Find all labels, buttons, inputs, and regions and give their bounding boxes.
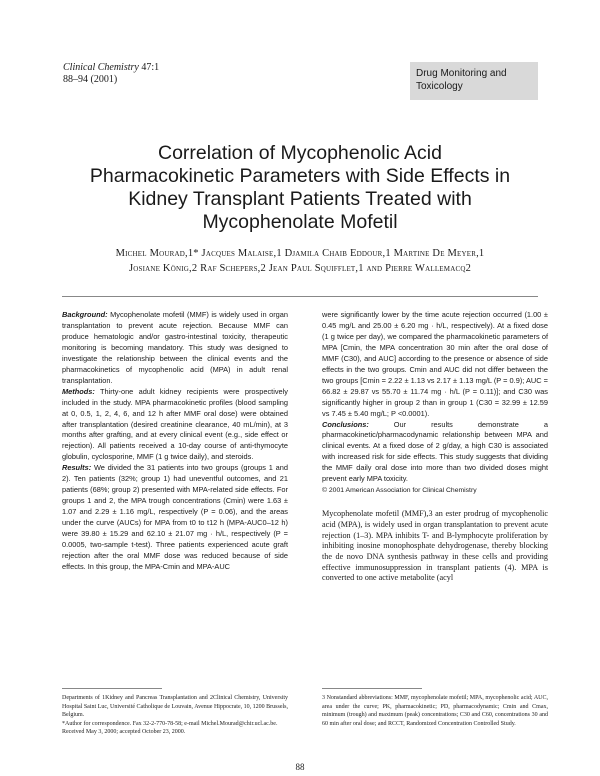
background-heading: Background: bbox=[62, 310, 108, 319]
journal-pages-year: 88–94 (2001) bbox=[63, 74, 118, 85]
footnotes-right bbox=[322, 694, 548, 728]
title-line-1: Correlation of Mycophenolic Acid bbox=[158, 142, 442, 164]
right-column bbox=[322, 310, 548, 584]
authors-line-1: Michel Mourad,1* Jacques Malaise,1 Djamila Chaib Eddour,1 Martine De Meyer,1 bbox=[115, 248, 485, 259]
conclusions-heading: Conclusions: bbox=[322, 419, 369, 429]
footnotes-left bbox=[62, 694, 288, 737]
footnote-divider-right bbox=[322, 688, 422, 689]
methods-text: Thirty-one adult kidney recipients were prospectively included in the study. MPA pharmacokinetic profiles (blood sampling at 0, 0.5, 1, 2, 4, 6, and 12 h after MMF oral dose) were obtained after transplantation (desired creatinine clearance, 40 mL/min), at 3 months after grafting, and at every clinical event (e.g., side effect or rejection). All patients received a 10-day course of anti-thymocyte globulin, cyclosporine, MMF (1 g twice daily), and steroids. bbox=[62, 386, 288, 462]
left-column bbox=[62, 310, 288, 573]
journal-name: Clinical Chemistry bbox=[63, 62, 139, 73]
article-title bbox=[40, 142, 560, 234]
copyright-notice: © 2001 American Association for Clinical Chemistry bbox=[322, 487, 477, 495]
results-text: We divided the 31 patients into two groups (groups 1 and 2). Ten patients (32%; group 1) had uneventful outcomes, and 21 patients (68%; group 2) presented with MPA-related side effects. For groups 1 and 2, the MPA trough concentrations (Cmin) were 1.63 ± 1.07 and 2.29 ± 1.16 mg/L, respectively (P = 0.06), and the areas under the curve (AUCs) for MPA from t0 to t12 h (MPA-AUC0–12 h) were 39.80 ± 15.29 and 62.10 ± 21.07 mg · h/L, respectively (P = 0.0005, two-sample t-test). Three patients experienced acute graft rejection after the oral MMF dose was reduced because of side effects. In this group, the MPA-Cmin and MPA-AUC bbox=[62, 463, 288, 571]
title-line-4: Mycophenolate Mofetil bbox=[202, 211, 398, 233]
section-label-line1: Drug Monitoring and bbox=[416, 68, 507, 79]
authors-line-2: Josiane König,2 Raf Schepers,2 Jean Paul Squifflet,1 and Pierre Wallemacq2 bbox=[128, 263, 472, 274]
background-text: Mycophenolate mofetil (MMF) is widely used in organ transplantation to prevent acute rejection. Because MMF can produce hematologic and/or gastro-intestinal toxicity, therapeutic monitoring is becoming mandatory. This study was designed to investigate the relationship between the clinical events and the pharmacokinetics of mycophenolic acid (MPA) in adult renal transplantation. bbox=[62, 310, 288, 385]
section-label-line2: Toxicology bbox=[416, 81, 463, 92]
results-heading: Results: bbox=[62, 463, 92, 473]
abbreviations-footnote: 3 Nonstandard abbreviations: MMF, mycophenolate mofetil; MPA, mycophenolic acid; AUC, area under the curve; PK, pharmacokinetic; PD, pharmacodynamic; Cmin and Cmax, minimum (trough) and maximum (peak) concentrations; C30 and C60, concentrations 30 and 60 min after oral dose; and RCCT, Randomized Concentration Controlled Study. bbox=[322, 695, 548, 727]
header-divider bbox=[62, 296, 538, 297]
abstract-results-continued: were significantly lower by the time acute rejection occurred (1.00 ± 0.45 mg/L and 25.00 ± 6.20 mg · h/L, respectively). At a fixed dose (1 g twice per day), we compared the pharmacokinetic parameters of MPA [Cmin, the MPA concentration 30 min after the oral dose of MMF (C30), and AUC] according to the presence or absence of side effects in the two groups. Cmin and AUC did not differ between the two groups [Cmin = 2.22 ± 1.13 vs 2.17 ± 1.13 mg/L (P = 0.9); AUC = 66.82 ± 29.87 vs 55.70 ± 11.74 mg · h/L (P = 0.11)]; and C30 was significantly higher in group 2 than in group 1 (C30 = 32.99 ± 12.59 vs 7.45 ± 5.40 mg/L; P <0.0001). bbox=[322, 310, 548, 418]
conclusions-text: Our results demonstrate a pharmacokinetic/pharmacodynamic relationship between MPA and clinical events. At a fixed dose of 2 g/day, a high C30 is associated with increased risk for side effects. This study suggests that dividing the MMF daily oral dose into more than two divided doses might prevent early MPA toxicity. bbox=[322, 419, 548, 484]
footnote-divider-left bbox=[62, 688, 162, 689]
page-number: 88 bbox=[295, 762, 305, 772]
section-label-box bbox=[410, 62, 538, 100]
title-line-3: Kidney Transplant Patients Treated with bbox=[128, 188, 472, 210]
author-list bbox=[40, 246, 560, 276]
affiliations-footnote: Departments of 1Kidney and Pancreas Transplantation and 2Clinical Chemistry, University Hospital Saint Luc, Université Catholique de Louvain, Avenue Hippocrate, 10, 1200 Brussels, Belgium. bbox=[62, 695, 288, 719]
title-line-2: Pharmacokinetic Parameters with Side Effects in bbox=[89, 165, 511, 187]
abstract-results bbox=[62, 463, 288, 573]
abstract-background bbox=[62, 310, 288, 387]
received-footnote: Received May 3, 2000; accepted October 23, 2000. bbox=[62, 729, 186, 736]
methods-heading: Methods: bbox=[62, 386, 95, 396]
abstract-conclusions bbox=[322, 420, 548, 486]
intro-paragraph: Mycophenolate mofetil (MMF),3 an ester prodrug of mycophenolic acid (MPA), is widely used in organ transplantation to prevent acute rejection (1–3). MPA inhibits T- and B-lymphocyte proliferation by inhibiting inosine monophosphate dehydrogenase, thereby blocking the de novo DNA synthesis pathway in these cells and providing effective immunosuppression in transplant patients (4). MPA is converted to one active metabolite (acyl bbox=[322, 509, 548, 583]
journal-citation bbox=[63, 62, 159, 86]
journal-volume: 47:1 bbox=[138, 62, 160, 73]
abstract-methods bbox=[62, 387, 288, 464]
correspondence-footnote: *Author for correspondence. Fax 32-2-770-78-58; e-mail Michel.Mourad@chir.ucl.ac.be. bbox=[62, 720, 278, 727]
